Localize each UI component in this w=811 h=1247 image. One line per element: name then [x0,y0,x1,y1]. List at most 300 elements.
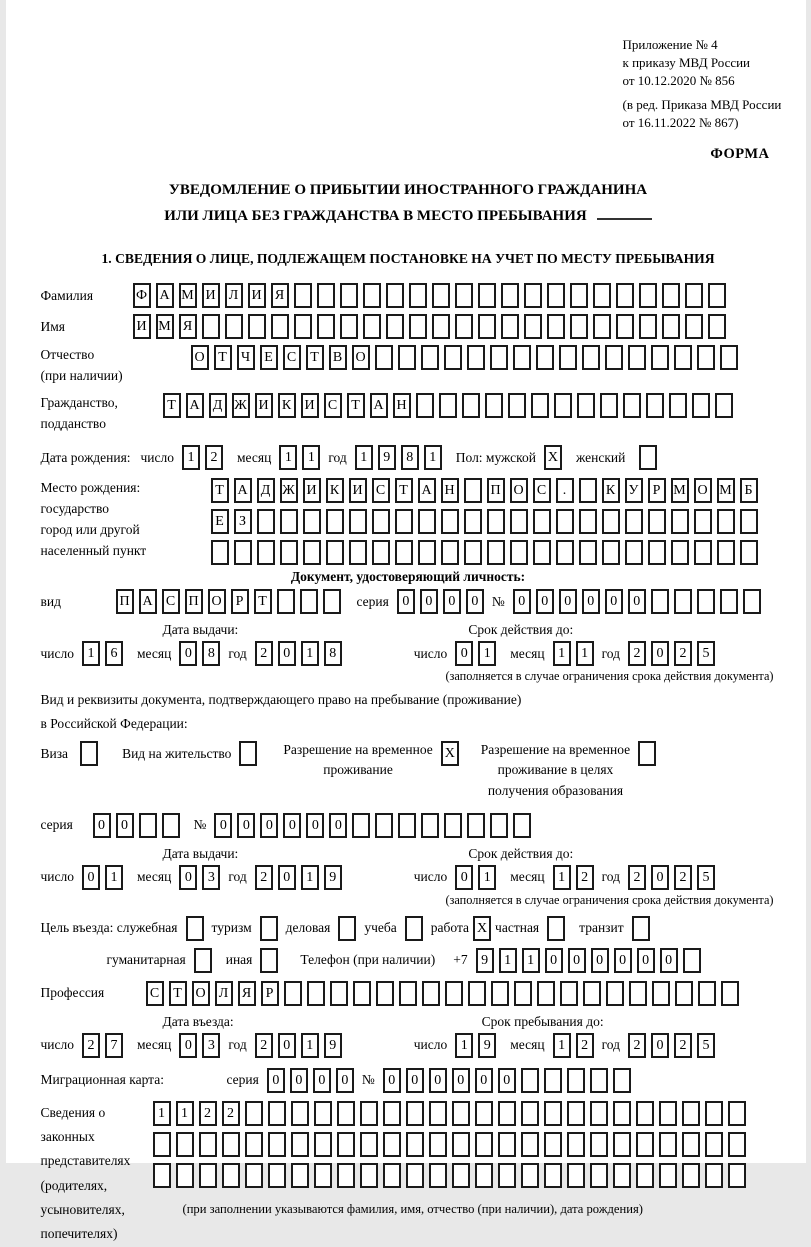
char-cell[interactable] [176,1132,194,1157]
char-cell[interactable] [153,1132,171,1157]
char-cell[interactable]: Т [169,981,187,1006]
char-cell[interactable]: И [303,478,321,503]
char-cell[interactable] [291,1101,309,1126]
char-cell[interactable]: Я [179,314,197,339]
char-cell[interactable] [682,1101,700,1126]
char-cell[interactable] [455,283,473,308]
char-cell[interactable] [708,283,726,308]
char-cell[interactable]: 2 [82,1033,100,1058]
char-cell[interactable]: А [186,393,204,418]
doc-valid-year-cells[interactable] [628,641,715,666]
purpose-official-checkbox[interactable] [186,916,204,941]
char-cell[interactable]: 2 [255,641,273,666]
char-cell[interactable]: 2 [628,641,646,666]
char-cell[interactable]: К [602,478,620,503]
char-cell[interactable] [705,1101,723,1126]
char-cell[interactable] [605,345,623,370]
char-cell[interactable] [429,1163,447,1188]
char-cell[interactable] [521,1068,539,1093]
char-cell[interactable] [743,589,761,614]
char-cell[interactable] [602,540,620,565]
birthplace-cells-row2[interactable] [211,509,758,534]
char-cell[interactable] [284,981,302,1006]
char-cell[interactable]: И [202,283,220,308]
char-cell[interactable] [616,283,634,308]
char-cell[interactable] [337,1163,355,1188]
char-cell[interactable]: 1 [553,641,571,666]
char-cell[interactable] [491,981,509,1006]
char-cell[interactable]: 2 [674,641,692,666]
permit-valid-month-cells[interactable] [553,865,594,890]
char-cell[interactable] [648,509,666,534]
char-cell[interactable] [613,1101,631,1126]
char-cell[interactable] [487,509,505,534]
char-cell[interactable] [682,1132,700,1157]
char-cell[interactable] [659,1101,677,1126]
char-cell[interactable] [383,1163,401,1188]
char-cell[interactable] [398,345,416,370]
char-cell[interactable] [697,345,715,370]
char-cell[interactable]: Я [271,283,289,308]
char-cell[interactable]: 0 [93,813,111,838]
char-cell[interactable] [326,509,344,534]
char-cell[interactable] [452,1132,470,1157]
char-cell[interactable]: 1 [455,1033,473,1058]
char-cell[interactable]: 2 [205,445,223,470]
char-cell[interactable]: 0 [651,641,669,666]
char-cell[interactable]: Д [257,478,275,503]
char-cell[interactable] [409,283,427,308]
char-cell[interactable]: 0 [116,813,134,838]
char-cell[interactable] [300,589,318,614]
char-cell[interactable] [669,393,687,418]
char-cell[interactable] [547,283,565,308]
char-cell[interactable]: 0 [429,1068,447,1093]
char-cell[interactable] [349,509,367,534]
char-cell[interactable]: И [301,393,319,418]
char-cell[interactable]: И [248,283,266,308]
patronymic-cells[interactable] [191,345,738,370]
char-cell[interactable] [475,1101,493,1126]
migcard-series-cells[interactable] [267,1068,354,1093]
char-cell[interactable] [211,540,229,565]
visa-checkbox[interactable] [72,740,98,766]
char-cell[interactable] [593,283,611,308]
char-cell[interactable] [547,916,565,941]
char-cell[interactable]: 0 [336,1068,354,1093]
char-cell[interactable] [372,540,390,565]
doc-issue-day-cells[interactable] [82,641,123,666]
char-cell[interactable] [452,1163,470,1188]
char-cell[interactable] [422,981,440,1006]
char-cell[interactable] [570,283,588,308]
char-cell[interactable]: 0 [559,589,577,614]
char-cell[interactable]: 0 [82,865,100,890]
char-cell[interactable] [478,314,496,339]
char-cell[interactable]: 0 [383,1068,401,1093]
doc-type-cells[interactable] [116,589,341,614]
char-cell[interactable] [194,948,212,973]
sex-male-checkbox[interactable] [544,445,562,470]
char-cell[interactable] [590,1163,608,1188]
char-cell[interactable]: О [192,981,210,1006]
char-cell[interactable] [567,1101,585,1126]
representatives-cells-row1[interactable] [153,1101,746,1126]
char-cell[interactable]: 1 [105,865,123,890]
char-cell[interactable] [683,948,701,973]
char-cell[interactable] [648,540,666,565]
birth-day-cells[interactable] [182,445,223,470]
char-cell[interactable] [421,813,439,838]
char-cell[interactable] [260,916,278,941]
char-cell[interactable]: Т [347,393,365,418]
char-cell[interactable]: О [208,589,226,614]
char-cell[interactable] [577,393,595,418]
char-cell[interactable] [360,1163,378,1188]
char-cell[interactable] [501,314,519,339]
char-cell[interactable]: М [717,478,735,503]
char-cell[interactable]: 0 [290,1068,308,1093]
doc-issue-year-cells[interactable] [255,641,342,666]
char-cell[interactable] [533,509,551,534]
char-cell[interactable] [441,540,459,565]
char-cell[interactable] [485,393,503,418]
char-cell[interactable]: 0 [329,813,347,838]
char-cell[interactable]: З [234,509,252,534]
permit-issue-day-cells[interactable] [82,865,123,890]
char-cell[interactable] [613,1132,631,1157]
char-cell[interactable]: 0 [498,1068,516,1093]
char-cell[interactable] [80,741,98,766]
char-cell[interactable] [560,981,578,1006]
char-cell[interactable]: 0 [455,865,473,890]
char-cell[interactable]: О [352,345,370,370]
char-cell[interactable]: 0 [660,948,678,973]
char-cell[interactable]: 0 [179,1033,197,1058]
stay-year-cells[interactable] [628,1033,715,1058]
char-cell[interactable] [468,981,486,1006]
char-cell[interactable] [399,981,417,1006]
char-cell[interactable]: 1 [182,445,200,470]
char-cell[interactable] [544,1068,562,1093]
char-cell[interactable]: 0 [536,589,554,614]
char-cell[interactable] [268,1163,286,1188]
migcard-number-cells[interactable] [383,1068,631,1093]
char-cell[interactable]: 0 [591,948,609,973]
char-cell[interactable] [498,1101,516,1126]
char-cell[interactable] [720,589,738,614]
char-cell[interactable]: О [694,478,712,503]
char-cell[interactable]: 1 [355,445,373,470]
char-cell[interactable]: И [255,393,273,418]
doc-series-cells[interactable] [397,589,484,614]
char-cell[interactable] [349,540,367,565]
char-cell[interactable] [694,509,712,534]
char-cell[interactable]: 1 [301,865,319,890]
char-cell[interactable] [271,314,289,339]
char-cell[interactable] [139,813,157,838]
char-cell[interactable] [544,1163,562,1188]
char-cell[interactable]: 1 [153,1101,171,1126]
char-cell[interactable]: 1 [301,641,319,666]
char-cell[interactable] [245,1132,263,1157]
char-cell[interactable] [445,981,463,1006]
char-cell[interactable]: 2 [576,1033,594,1058]
char-cell[interactable] [583,981,601,1006]
char-cell[interactable] [613,1163,631,1188]
char-cell[interactable] [337,1132,355,1157]
char-cell[interactable]: 0 [260,813,278,838]
char-cell[interactable] [544,1132,562,1157]
char-cell[interactable] [409,314,427,339]
char-cell[interactable]: 1 [576,641,594,666]
char-cell[interactable] [406,1132,424,1157]
char-cell[interactable]: 1 [478,641,496,666]
char-cell[interactable] [418,509,436,534]
char-cell[interactable]: П [116,589,134,614]
char-cell[interactable]: 1 [553,865,571,890]
char-cell[interactable] [720,345,738,370]
char-cell[interactable] [360,1101,378,1126]
char-cell[interactable] [513,813,531,838]
char-cell[interactable] [606,981,624,1006]
char-cell[interactable] [613,1068,631,1093]
char-cell[interactable]: 2 [576,865,594,890]
residence-permit-checkbox[interactable] [231,740,257,766]
char-cell[interactable] [498,1163,516,1188]
permit-number-cells[interactable] [214,813,531,838]
char-cell[interactable]: 0 [582,589,600,614]
purpose-business-checkbox[interactable] [338,916,356,941]
char-cell[interactable] [547,314,565,339]
char-cell[interactable]: П [487,478,505,503]
char-cell[interactable]: Ч [237,345,255,370]
char-cell[interactable]: 9 [478,1033,496,1058]
char-cell[interactable] [717,509,735,534]
char-cell[interactable] [740,540,758,565]
char-cell[interactable]: 0 [278,865,296,890]
char-cell[interactable] [675,981,693,1006]
char-cell[interactable] [386,314,404,339]
char-cell[interactable] [383,1101,401,1126]
char-cell[interactable] [294,314,312,339]
char-cell[interactable] [363,314,381,339]
char-cell[interactable]: 0 [267,1068,285,1093]
char-cell[interactable]: 0 [545,948,563,973]
char-cell[interactable]: 1 [176,1101,194,1126]
char-cell[interactable]: С [533,478,551,503]
char-cell[interactable]: 0 [278,1033,296,1058]
char-cell[interactable] [659,1132,677,1157]
char-cell[interactable]: 8 [202,641,220,666]
char-cell[interactable]: 8 [324,641,342,666]
char-cell[interactable] [625,540,643,565]
char-cell[interactable] [375,813,393,838]
char-cell[interactable] [478,283,496,308]
char-cell[interactable] [487,540,505,565]
char-cell[interactable] [475,1132,493,1157]
char-cell[interactable]: 0 [179,865,197,890]
purpose-tourism-checkbox[interactable] [260,916,278,941]
char-cell[interactable] [556,540,574,565]
char-cell[interactable] [490,813,508,838]
char-cell[interactable] [694,540,712,565]
char-cell[interactable] [659,1163,677,1188]
char-cell[interactable]: 0 [179,641,197,666]
char-cell[interactable]: 2 [628,1033,646,1058]
char-cell[interactable]: М [179,283,197,308]
char-cell[interactable] [418,540,436,565]
char-cell[interactable] [406,1101,424,1126]
char-cell[interactable]: 0 [651,1033,669,1058]
char-cell[interactable] [294,283,312,308]
char-cell[interactable] [728,1101,746,1126]
char-cell[interactable]: 0 [475,1068,493,1093]
char-cell[interactable]: П [185,589,203,614]
char-cell[interactable] [728,1163,746,1188]
char-cell[interactable] [715,393,733,418]
char-cell[interactable] [464,478,482,503]
char-cell[interactable]: Д [209,393,227,418]
char-cell[interactable] [405,916,423,941]
char-cell[interactable]: 2 [255,865,273,890]
char-cell[interactable]: 0 [452,1068,470,1093]
char-cell[interactable] [225,314,243,339]
char-cell[interactable]: Л [225,283,243,308]
char-cell[interactable] [257,509,275,534]
char-cell[interactable]: О [510,478,528,503]
char-cell[interactable]: А [234,478,252,503]
char-cell[interactable] [199,1132,217,1157]
char-cell[interactable] [303,509,321,534]
temp-residence-checkbox[interactable] [433,740,459,766]
char-cell[interactable] [340,283,358,308]
char-cell[interactable]: 0 [605,589,623,614]
char-cell[interactable] [317,283,335,308]
char-cell[interactable] [662,283,680,308]
char-cell[interactable] [579,509,597,534]
char-cell[interactable] [398,813,416,838]
purpose-study-checkbox[interactable] [405,916,423,941]
char-cell[interactable]: 1 [302,445,320,470]
char-cell[interactable] [314,1132,332,1157]
char-cell[interactable]: О [191,345,209,370]
char-cell[interactable] [697,589,715,614]
char-cell[interactable] [508,393,526,418]
char-cell[interactable] [628,345,646,370]
char-cell[interactable]: 1 [301,1033,319,1058]
char-cell[interactable] [524,314,542,339]
char-cell[interactable]: 0 [406,1068,424,1093]
char-cell[interactable]: 0 [628,589,646,614]
char-cell[interactable]: С [283,345,301,370]
char-cell[interactable]: 5 [697,865,715,890]
char-cell[interactable]: Р [231,589,249,614]
char-cell[interactable]: 0 [455,641,473,666]
char-cell[interactable] [651,345,669,370]
char-cell[interactable]: Ж [232,393,250,418]
char-cell[interactable] [674,345,692,370]
char-cell[interactable]: X [441,741,459,766]
sex-female-checkbox[interactable] [639,445,657,470]
char-cell[interactable] [533,540,551,565]
char-cell[interactable] [291,1132,309,1157]
char-cell[interactable]: 0 [237,813,255,838]
birthplace-cells-row3[interactable] [211,540,758,565]
char-cell[interactable] [268,1101,286,1126]
char-cell[interactable]: В [329,345,347,370]
char-cell[interactable] [740,509,758,534]
char-cell[interactable] [625,509,643,534]
char-cell[interactable] [248,314,266,339]
char-cell[interactable] [432,314,450,339]
char-cell[interactable]: 0 [637,948,655,973]
char-cell[interactable]: 2 [199,1101,217,1126]
char-cell[interactable]: . [556,478,574,503]
char-cell[interactable] [455,314,473,339]
char-cell[interactable] [444,813,462,838]
char-cell[interactable] [590,1132,608,1157]
char-cell[interactable]: Т [306,345,324,370]
char-cell[interactable]: 0 [466,589,484,614]
char-cell[interactable]: 6 [105,641,123,666]
char-cell[interactable] [280,509,298,534]
char-cell[interactable]: 2 [222,1101,240,1126]
permit-valid-day-cells[interactable] [455,865,496,890]
doc-number-cells[interactable] [513,589,761,614]
char-cell[interactable] [498,1132,516,1157]
char-cell[interactable] [721,981,739,1006]
char-cell[interactable] [590,1068,608,1093]
char-cell[interactable]: 2 [628,865,646,890]
char-cell[interactable]: X [473,916,491,941]
char-cell[interactable] [639,314,657,339]
char-cell[interactable] [685,283,703,308]
char-cell[interactable] [337,1101,355,1126]
permit-valid-year-cells[interactable] [628,865,715,890]
char-cell[interactable]: Т [395,478,413,503]
char-cell[interactable] [705,1132,723,1157]
representatives-cells-row3[interactable] [153,1163,746,1188]
char-cell[interactable] [623,393,641,418]
char-cell[interactable] [521,1101,539,1126]
char-cell[interactable] [467,813,485,838]
surname-cells[interactable] [133,283,726,308]
char-cell[interactable]: А [156,283,174,308]
char-cell[interactable] [636,1132,654,1157]
char-cell[interactable] [467,345,485,370]
char-cell[interactable] [439,393,457,418]
char-cell[interactable]: К [326,478,344,503]
char-cell[interactable] [352,813,370,838]
char-cell[interactable]: А [370,393,388,418]
char-cell[interactable] [567,1163,585,1188]
char-cell[interactable]: 3 [202,865,220,890]
char-cell[interactable] [291,1163,309,1188]
citizenship-cells[interactable] [163,393,733,418]
char-cell[interactable]: К [278,393,296,418]
char-cell[interactable]: 0 [420,589,438,614]
char-cell[interactable] [544,1101,562,1126]
char-cell[interactable] [245,1101,263,1126]
char-cell[interactable]: 2 [674,865,692,890]
char-cell[interactable]: У [625,478,643,503]
purpose-humanitarian-checkbox[interactable] [194,948,212,973]
stay-month-cells[interactable] [553,1033,594,1058]
permit-issue-year-cells[interactable] [255,865,342,890]
char-cell[interactable] [475,1163,493,1188]
char-cell[interactable] [444,345,462,370]
